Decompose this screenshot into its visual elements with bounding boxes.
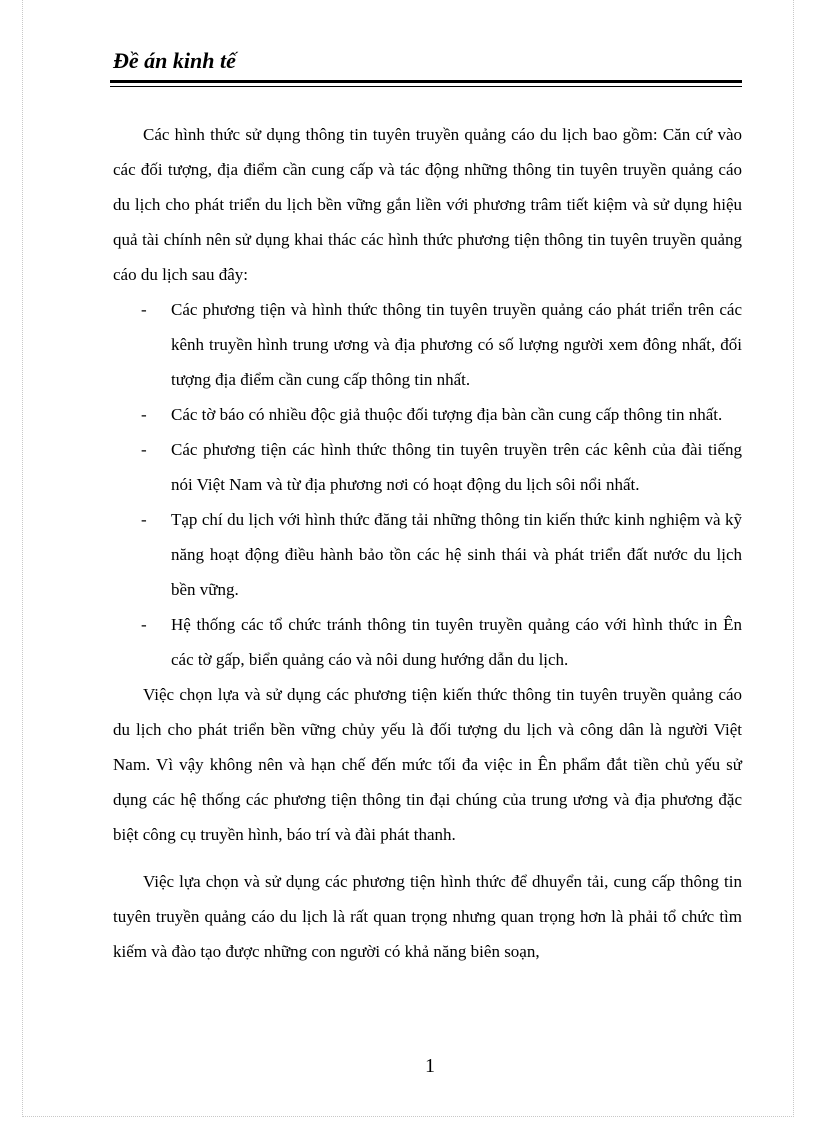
page-number: 1: [425, 1055, 435, 1077]
body-paragraph-2: Việc chọn lựa và sử dụng các phương tiện kiến thức thông tin tuyên truyền quảng cáo du lịch cho phát triển bền vững chủy yếu là đối tượng du lịch và công dân là người Việt Nam. Vì vậy không nên và hạn chế đến mức tối đa việc in Ên phẩm đắt tiền chủ yếu sử dụng các hệ thống các phương tiện thông tin đại chúng của trung ương và địa phương đặc biệt công cụ truyền hình, báo trí và đài phát thanh.: [113, 685, 742, 844]
bullet-text: Các phương tiện các hình thức thông tin tuyên truyền trên các kênh của đài tiếng nói Việt Nam và từ địa phương nơi có hoạt động du lịch sôi nổi nhất.: [171, 440, 742, 494]
bullet-dash: -: [141, 510, 147, 529]
header-rule-thick: [110, 80, 742, 83]
bullet-item: [113, 292, 742, 397]
bullet-item: [113, 607, 742, 677]
bullet-text: Tạp chí du lịch với hình thức đăng tải những thông tin kiến thức kinh nghiệm và kỹ năng hoạt động điều hành bảo tồn các hệ sinh thái và phát triển đất nước du lịch bền vững.: [171, 510, 742, 599]
bullet-text: Các phương tiện và hình thức thông tin tuyên truyền quảng cáo phát triển trên các kênh truyền hình trung ương và địa phương có số lượng người xem đông nhất, đối tượng địa điểm cần cung cấp thông tin nhất.: [171, 300, 742, 389]
document-body: [113, 117, 742, 969]
header-rule-thin: [110, 86, 742, 87]
bullet-text: Hệ thống các tổ chức tránh thông tin tuyên truyền quảng cáo với hình thức in Ên các tờ gấp, biển quảng cáo và nôi dung hướng dẫn du lịch.: [171, 615, 742, 669]
body-paragraph-3: Việc lựa chọn và sử dụng các phương tiện hình thức để dhuyển tải, cung cấp thông tin tuyên truyền quảng cáo du lịch là rất quan trọng nhưng quan trọng hơn là phải tổ chức tìm kiếm và đào tạo được những con người có khả năng biên soạn,: [113, 872, 742, 961]
bullet-dash: -: [141, 615, 147, 634]
document-header-title: Đề án kinh tế: [113, 48, 236, 73]
bullet-dash: -: [141, 300, 147, 319]
bullet-item: [113, 502, 742, 607]
bullet-item: [113, 432, 742, 502]
intro-paragraph: Các hình thức sử dụng thông tin tuyên truyền quảng cáo du lịch bao gồm: Căn cứ vào các đối tượng, địa điểm cần cung cấp và tác động những thông tin tuyên truyền quảng cáo du lịch cho phát triển du lịch bền vững gắn liền với phương trâm tiết kiệm và sử dụng hiệu quả tài chính nên sử dụng khai thác các hình thức phương tiện thông tin tuyên truyền quảng cáo du lịch sau đây:: [113, 125, 742, 284]
bullet-text: Các tờ báo có nhiều độc giả thuộc đối tượng địa bàn cần cung cấp thông tin nhất.: [171, 405, 723, 424]
bullet-dash: -: [141, 440, 147, 459]
bullet-item: [113, 397, 742, 432]
bullet-dash: -: [141, 405, 147, 424]
